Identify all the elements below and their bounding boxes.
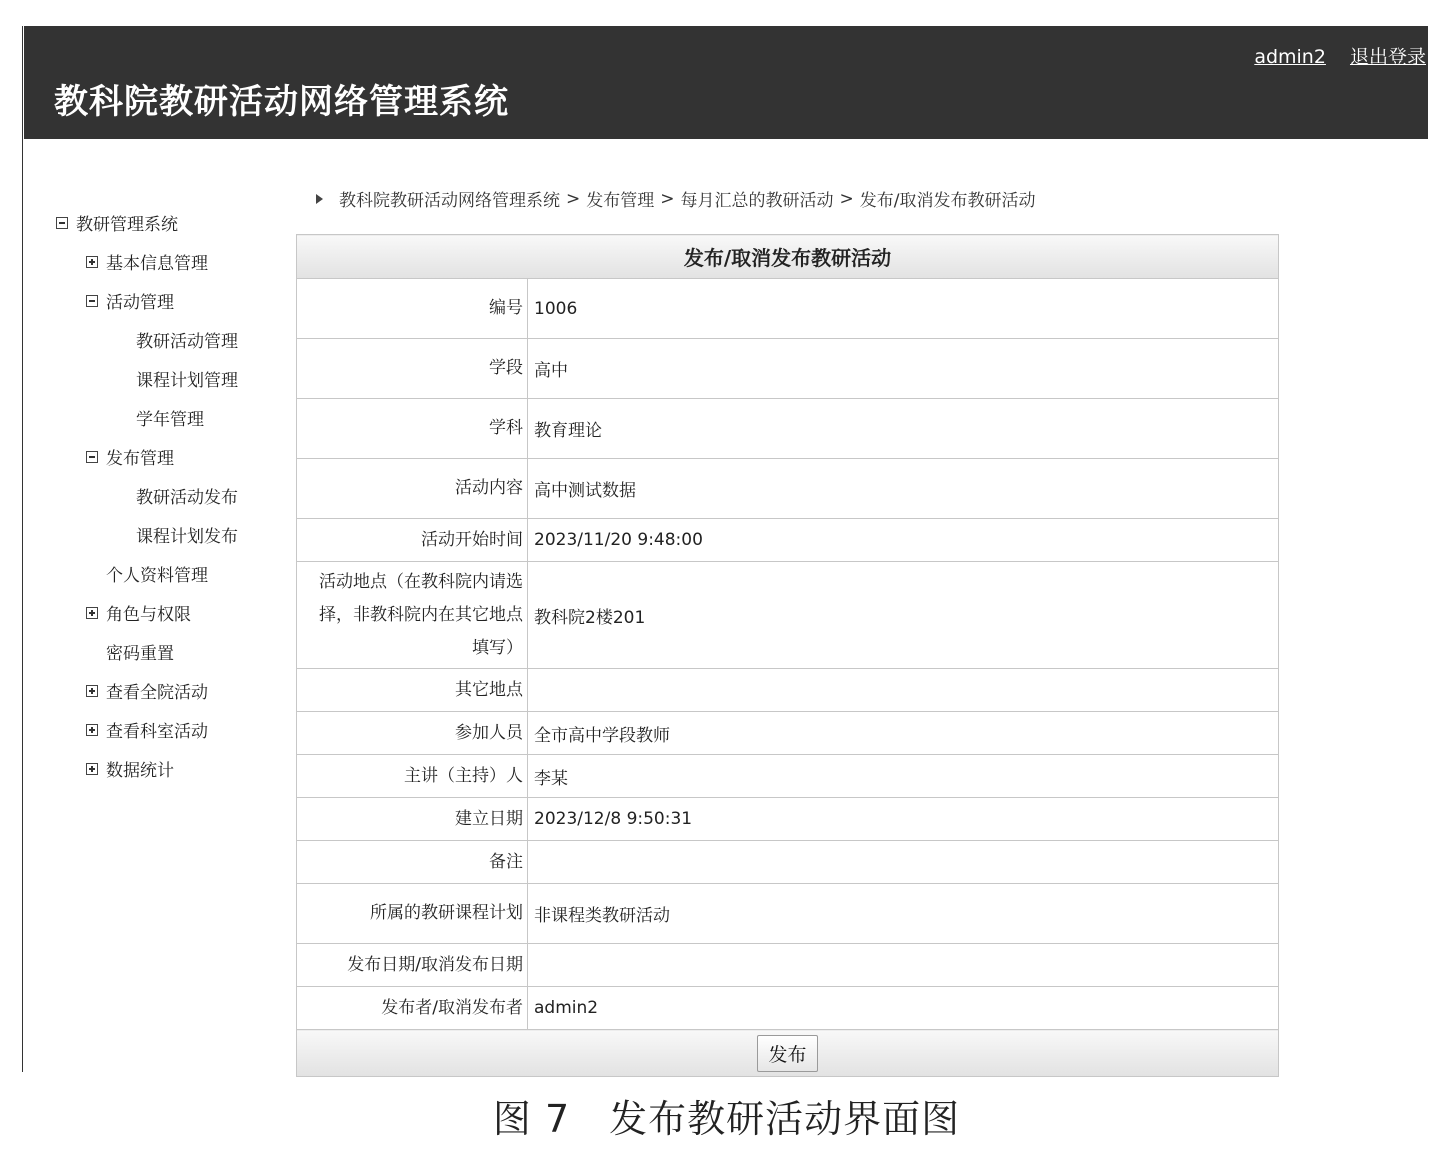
- collapse-icon[interactable]: [86, 451, 98, 463]
- sidebar-item-view-all-activities[interactable]: [86, 678, 208, 703]
- field-label: 编号: [297, 279, 528, 339]
- field-value: 高中测试数据: [528, 459, 1279, 519]
- form-row-subject: [297, 399, 1279, 459]
- field-value: 非课程类教研活动: [528, 884, 1279, 944]
- sidebar-item-view-dept-activities[interactable]: [86, 717, 208, 742]
- field-value: 教科院2楼201: [528, 562, 1279, 669]
- form-row-stage: [297, 339, 1279, 399]
- field-label: 学科: [297, 399, 528, 459]
- form-row-location: [297, 562, 1279, 669]
- publish-button[interactable]: 发布: [757, 1035, 817, 1072]
- form-row-remarks: [297, 841, 1279, 884]
- field-label: 活动开始时间: [297, 519, 528, 562]
- sidebar-item-label: 课程计划发布: [136, 527, 238, 547]
- field-label: 备注: [297, 841, 528, 884]
- field-value: [528, 669, 1279, 712]
- form-row-participants: [297, 712, 1279, 755]
- app-title: 教科院教研活动网络管理系统: [54, 82, 509, 122]
- form-row-speaker: [297, 755, 1279, 798]
- sidebar-item-roles-permissions[interactable]: [86, 600, 191, 625]
- logout-link[interactable]: 退出登录: [1349, 46, 1426, 68]
- sidebar-item-basic-info[interactable]: [86, 249, 208, 274]
- form-row-course-plan: [297, 884, 1279, 944]
- field-label: 学段: [297, 339, 528, 399]
- collapse-icon[interactable]: [86, 295, 98, 307]
- field-value: 1006: [528, 279, 1279, 339]
- form-row-created-date: [297, 798, 1279, 841]
- sidebar-item-label: 学年管理: [136, 410, 204, 430]
- breadcrumb-item[interactable]: 教科院教研活动网络管理系统: [339, 191, 560, 211]
- sidebar-item-label: 查看科室活动: [106, 722, 208, 742]
- breadcrumb-arrow-icon: [316, 194, 323, 204]
- breadcrumb-separator: >: [660, 188, 675, 209]
- sidebar-item-label: 个人资料管理: [106, 566, 208, 586]
- field-value: 2023/11/20 9:48:00: [528, 519, 1279, 562]
- form-row-content: [297, 459, 1279, 519]
- sidebar-item-label: 密码重置: [106, 644, 174, 664]
- breadcrumb-item[interactable]: 每月汇总的教研活动: [680, 191, 834, 211]
- app-header: [24, 26, 1428, 139]
- expand-icon[interactable]: [86, 685, 98, 697]
- field-value: 高中: [528, 339, 1279, 399]
- form-row-other-location: [297, 669, 1279, 712]
- sidebar-item-course-plan-publish[interactable]: [136, 522, 238, 547]
- field-value: [528, 841, 1279, 884]
- breadcrumb-item[interactable]: 发布管理: [586, 191, 655, 211]
- form-row-start-time: [297, 519, 1279, 562]
- sidebar-item-school-year-mgmt[interactable]: [136, 405, 204, 430]
- expand-icon[interactable]: [86, 763, 98, 775]
- form-footer: [297, 1030, 1279, 1077]
- breadcrumb-separator: >: [566, 188, 581, 209]
- user-links: [1236, 42, 1426, 69]
- form-row-publish-date: [297, 944, 1279, 987]
- field-value: [528, 944, 1279, 987]
- sidebar-item-label: 角色与权限: [106, 605, 191, 625]
- field-label: 活动内容: [297, 459, 528, 519]
- expand-icon[interactable]: [86, 724, 98, 736]
- sidebar-item-publish-mgmt[interactable]: [86, 444, 174, 469]
- field-value: 全市高中学段教师: [528, 712, 1279, 755]
- sidebar-item-research-activity-mgmt[interactable]: [136, 327, 238, 352]
- sidebar-item-label: 课程计划管理: [136, 371, 238, 391]
- sidebar-item-label: 数据统计: [106, 761, 174, 781]
- sidebar-item-label: 教研活动发布: [136, 488, 238, 508]
- form-title: 发布/取消发布教研活动: [297, 235, 1279, 279]
- sidebar-root[interactable]: [56, 210, 178, 235]
- sidebar-item-course-plan-mgmt[interactable]: [136, 366, 238, 391]
- field-label: 建立日期: [297, 798, 528, 841]
- sidebar-item-label: 查看全院活动: [106, 683, 208, 703]
- sidebar-item-activity-mgmt[interactable]: [86, 288, 174, 313]
- form-row-publisher: [297, 987, 1279, 1030]
- expand-icon[interactable]: [86, 256, 98, 268]
- breadcrumb-separator: >: [839, 188, 854, 209]
- field-label: 活动地点（在教科院内请选择，非教科院内在其它地点填写）: [297, 562, 528, 669]
- sidebar-item-password-reset[interactable]: [106, 639, 174, 664]
- form-row-id: [297, 279, 1279, 339]
- field-value: 教育理论: [528, 399, 1279, 459]
- sidebar-item-activity-publish[interactable]: [136, 483, 238, 508]
- sidebar-item-statistics[interactable]: [86, 756, 174, 781]
- field-value: admin2: [528, 987, 1279, 1030]
- sidebar-item-label: 教研活动管理: [136, 332, 238, 352]
- sidebar-root-label: 教研管理系统: [76, 215, 178, 235]
- page-frame-border: [22, 26, 23, 1072]
- current-user-link[interactable]: admin2: [1254, 46, 1326, 68]
- field-label: 主讲（主持）人: [297, 755, 528, 798]
- sidebar-item-label: 活动管理: [106, 293, 174, 313]
- breadcrumb: [316, 186, 1035, 211]
- collapse-icon[interactable]: [56, 217, 68, 229]
- sidebar-item-profile-mgmt[interactable]: [106, 561, 208, 586]
- sidebar-item-label: 发布管理: [106, 449, 174, 469]
- field-label: 发布者/取消发布者: [297, 987, 528, 1030]
- field-label: 参加人员: [297, 712, 528, 755]
- field-label: 所属的教研课程计划: [297, 884, 528, 944]
- activity-detail-form: [296, 234, 1279, 1077]
- breadcrumb-item-current: 发布/取消发布教研活动: [859, 191, 1036, 211]
- sidebar-item-label: 基本信息管理: [106, 254, 208, 274]
- field-label: 发布日期/取消发布日期: [297, 944, 528, 987]
- field-value: 李某: [528, 755, 1279, 798]
- field-label: 其它地点: [297, 669, 528, 712]
- field-value: 2023/12/8 9:50:31: [528, 798, 1279, 841]
- expand-icon[interactable]: [86, 607, 98, 619]
- figure-caption: 图 7 发布教研活动界面图: [492, 1097, 961, 1141]
